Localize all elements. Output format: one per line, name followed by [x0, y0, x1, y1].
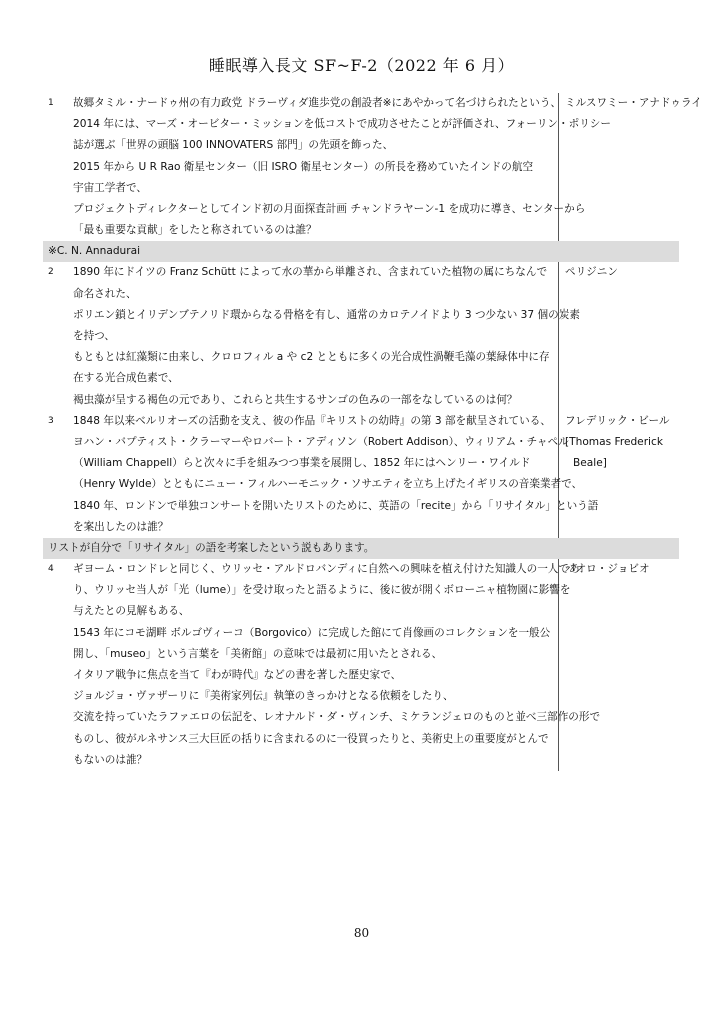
question-line: 2014 年には、マーズ・オービター・ミッションを低コストで成功させたことが評価され、フォーリン・ポリシー [73, 118, 611, 131]
question-line: 故郷タミル・ナードゥ州の有力政党 ドラーヴィダ進歩党の創設者※にあやかって名づけられたという、 [73, 97, 562, 109]
answer-line: Beale] [573, 457, 607, 470]
question-line: プロジェクトディレクターとしてインド初の月面探査計画 チャンドラヤーン-1 を成功に導き、センターから [73, 203, 586, 216]
question-line: もないのは誰？ [73, 753, 148, 766]
question-line: イタリア戦争に焦点を当て『わが時代』などの書を著した歴史家で、 [73, 669, 402, 682]
answer-cell [559, 411, 679, 538]
question-line: 交流を持っていたラファエロの伝記を、レオナルド・ダ・ヴィンチ、ミケランジェロのものと並べ三部作の形で [73, 711, 601, 724]
question-line: 誌が選ぶ「世界の頭脳 100 INNOVATERS 部門」の先頭を飾った、 [73, 139, 394, 152]
question-line: を案出したのは誰？ [73, 520, 169, 533]
question-line: （Henry Wylde）とともにニュー・フィルハーモニック・ソサエティを立ち上げたイギリスの音楽業者で、 [73, 478, 583, 491]
question-line: り、ウリッセ当人が「光（lume）」を受け取ったと語るように、後に彼が開くボローニャ植物園に影響を [73, 584, 571, 597]
question-row-2 [43, 262, 679, 410]
question-line: 宇宙工学者で、 [73, 181, 147, 194]
question-line: 命名された、 [73, 287, 137, 300]
question-text [73, 559, 601, 771]
note-row: ※C. N. Annadurai [43, 241, 679, 262]
question-line: 2015 年から U R Rao 衛星センター（旧 ISRO 衛星センター）の所長を務めていたインドの航空 [73, 160, 534, 173]
answer-line: フレデリック・ビール [565, 414, 670, 427]
question-line: 褐虫藻が呈する褐色の元であり、これらと共生するサンゴの色みの一部をなしているのは何？ [73, 393, 518, 406]
question-row-3 [43, 411, 679, 538]
page-number: 80 [353, 926, 370, 940]
question-line: もともとは紅藻類に由来し、クロロフィル a や c2 とともに多くの光合成性渦鞭毛藻の葉緑体中に存 [73, 351, 550, 364]
question-line: 1890 年にドイツの Franz Schütt によって水の華から単離され、含まれていた植物の属にちなんで [73, 266, 548, 279]
answer-cell [559, 559, 679, 771]
question-line: ギヨーム・ロンドレと同じく、ウリッセ・アルドロバンディに自然への興味を植え付けた知識人の一人であ [73, 563, 580, 576]
question-text [73, 93, 611, 241]
question-line: 1840 年、ロンドンで単独コンサートを開いたリストのために、英語の「recite」から「リサイタル」という語 [73, 499, 599, 512]
question-line: 1543 年にコモ湖畔 ボルゴヴィーコ（Borgovico）に完成した館にて肖像画のコレクションを一般公 [73, 626, 551, 639]
question-line: 在する光合成色素で、 [73, 372, 179, 385]
question-line: （William Chappell）らと次々に手を組みつつ事業を展開し、1852 年にはヘンリー・ワイルド [73, 457, 531, 470]
question-line: ものし、彼がルネサンス三大巨匠の括りに含まれるのに一役買ったりと、美術史上の重要度がとんで [73, 732, 549, 745]
question-row-4 [43, 559, 679, 771]
question-number: 1 [48, 98, 54, 108]
question-line: ジョルジョ・ヴァザーリに『美術家列伝』執筆のきっかけとなる依頼をしたり、 [73, 690, 454, 703]
question-number: 3 [48, 415, 54, 426]
quiz-table [43, 93, 702, 771]
question-line: 「最も重要な貢献」をしたと称されているのは誰？ [73, 224, 317, 237]
answer-line: ミルスワミー・アナドゥライ [565, 97, 702, 109]
question-line: 与えたとの見解もある、 [73, 605, 190, 618]
question-number: 4 [48, 564, 54, 575]
question-line: 開し、「museo」という言葉を「美術館」の意味では最初に用いたとされる、 [73, 647, 443, 660]
question-line: を持つ、 [73, 330, 115, 343]
question-line: ポリエン鎖とイリデンブテノリド環からなる骨格を有し、通常のカロテノイドより 3 つ少ない 37 個の炭素 [73, 308, 580, 321]
question-line: 1848 年以来ベルリオーズの活動を支え、彼の作品『キリストの幼時』の第 3 部を献呈されている、 [73, 414, 551, 427]
answer-line: [Thomas Frederick [565, 436, 663, 449]
question-row-1 [43, 93, 702, 241]
answer-cell [559, 262, 679, 410]
answer-line: パオロ・ジョビオ [565, 563, 650, 576]
answer-cell [559, 93, 702, 241]
page-title: 睡眠導入長文 SF~F-2（2022 年 6 月） [208, 56, 515, 75]
question-number: 2 [48, 267, 54, 278]
answer-line: ペリジニン [565, 266, 618, 279]
question-text [73, 262, 580, 410]
question-line: ヨハン・バプティスト・クラーマーやロバート・アディソン（Robert Addison）、ウィリアム・チャペル [73, 436, 569, 449]
note-row: リストが自分で「リサイタル」の語を考案したという説もあります。 [43, 538, 679, 559]
